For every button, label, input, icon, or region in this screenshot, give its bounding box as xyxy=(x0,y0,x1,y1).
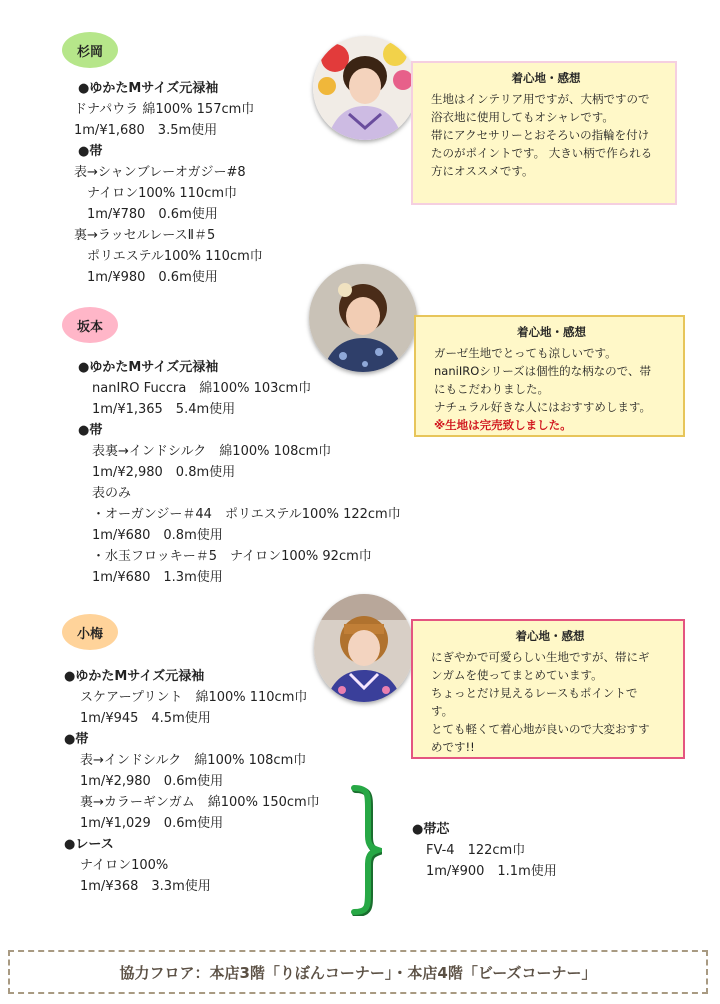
comment-line: 生地はインテリア用ですが、大柄ですので xyxy=(431,92,650,106)
item-heading: ●帯 xyxy=(64,732,89,747)
side-note-heading: ●帯芯 xyxy=(412,822,450,837)
price-line: 1m/¥680 1.3m使用 xyxy=(92,570,223,585)
fabric-line: 表裏→インドシルク 綿100% 108cm巾 xyxy=(92,444,332,459)
fabric-line: ドナパウラ 綿100% 157cm巾 xyxy=(74,102,255,117)
comment-line: とても軽くて着心地が良いので大変おすす xyxy=(431,722,650,736)
cooperating-floor-footer: 協力フロア：本店3階「りぼんコーナー」・本店4階「ビーズコーナー」 xyxy=(8,950,708,994)
comment-line: 帯にアクセサリーとおそろいの指輪を付け xyxy=(431,128,650,142)
fabric-line: ナイロン100% 110cm巾 xyxy=(74,186,238,201)
name-badge-koume: 小梅 xyxy=(62,614,118,650)
fabric-line: nanIRO Fuccra 綿100% 103cm巾 xyxy=(92,381,312,396)
portrait-photo-sakamoto xyxy=(309,264,417,372)
comment-line: にもこだわりました。 xyxy=(434,382,549,396)
item-heading: ●ゆかたMサイズ元禄袖 xyxy=(78,360,219,375)
price-line: 1m/¥945 4.5m使用 xyxy=(80,711,211,726)
price-line: 1m/¥1,029 0.6m使用 xyxy=(80,816,224,831)
comment-line: 浴衣地に使用してもオシャレです。 xyxy=(431,110,614,124)
price-line: 1m/¥780 0.6m使用 xyxy=(74,207,218,222)
comment-title: 着心地・感想 xyxy=(517,325,586,339)
comment-line: naniIROシリーズは個性的な柄なので、帯 xyxy=(434,364,651,378)
comment-box-koume xyxy=(411,619,685,759)
comment-line: 方にオススメです。 xyxy=(431,164,534,178)
name-badge-sakamoto: 坂本 xyxy=(62,307,118,343)
comment-line: ガーゼ生地でとっても涼しいです。 xyxy=(434,346,617,360)
name-badge-sugioka: 杉岡 xyxy=(62,32,118,68)
item-heading: ●ゆかたMサイズ元禄袖 xyxy=(78,81,219,96)
comment-box-sakamoto xyxy=(414,315,685,437)
price-line: 1m/¥2,980 0.6m使用 xyxy=(80,774,224,789)
fabric-line: ・オーガンジー＃44 ポリエステル100% 122cm巾 xyxy=(92,507,401,522)
comment-line: す。 xyxy=(431,704,454,718)
item-heading: ●ゆかたMサイズ元禄袖 xyxy=(64,669,205,684)
comment-title: 着心地・感想 xyxy=(511,71,581,85)
price-line: 1m/¥980 0.6m使用 xyxy=(74,270,218,285)
price-line: 1m/¥1,680 3.5m使用 xyxy=(74,123,218,138)
item-heading: ●帯 xyxy=(78,144,103,159)
fabric-line: ・水玉フロッキー＃5 ナイロン100% 92cm巾 xyxy=(92,549,372,564)
price-line: 1m/¥2,980 0.8m使用 xyxy=(92,465,236,480)
comment-line: ナチュラル好きな人にはおすすめします。 xyxy=(434,400,652,414)
sold-out-notice: ※生地は完売致しました。 xyxy=(434,418,572,432)
item-heading: ●帯 xyxy=(78,423,103,438)
price-line: 1m/¥368 3.3m使用 xyxy=(80,879,211,894)
fabric-line: 表→シャンブレーオガジー#8 xyxy=(74,165,246,180)
comment-line: ンガムを使ってまとめています。 xyxy=(431,668,603,682)
fabric-line: 裏→ラッセルレースⅡ＃5 xyxy=(74,228,216,243)
item-heading: ●レース xyxy=(64,837,114,852)
side-note-line: 1m/¥900 1.1m使用 xyxy=(426,864,557,879)
fabric-line: スケアープリント 綿100% 110cm巾 xyxy=(80,690,308,705)
portrait-photo-sugioka xyxy=(313,36,417,140)
price-line: 1m/¥1,365 5.4m使用 xyxy=(92,402,236,417)
portrait-photo-koume xyxy=(314,594,414,702)
curly-brace-bracket xyxy=(348,784,382,916)
comment-line: ちょっとだけ見えるレースもポイントで xyxy=(431,686,638,700)
side-note-line: FV-4 122cm巾 xyxy=(426,843,526,858)
comment-line: めです!! xyxy=(431,740,475,754)
fabric-line: 裏→カラーギンガム 綿100% 150cm巾 xyxy=(80,795,320,810)
comment-box-sugioka xyxy=(411,61,677,205)
fabric-line: ポリエステル100% 110cm巾 xyxy=(74,249,263,264)
fabric-line: 表→インドシルク 綿100% 108cm巾 xyxy=(80,753,307,768)
comment-line: たのがポイントです。 大きい柄で作られる xyxy=(431,146,653,160)
fabric-line: 表のみ xyxy=(92,486,132,501)
price-line: 1m/¥680 0.8m使用 xyxy=(92,528,223,543)
fabric-line: ナイロン100% xyxy=(80,858,169,873)
comment-line: にぎやかで可愛らしい生地ですが、帯にギ xyxy=(431,650,650,664)
comment-title: 着心地・感想 xyxy=(515,629,585,643)
